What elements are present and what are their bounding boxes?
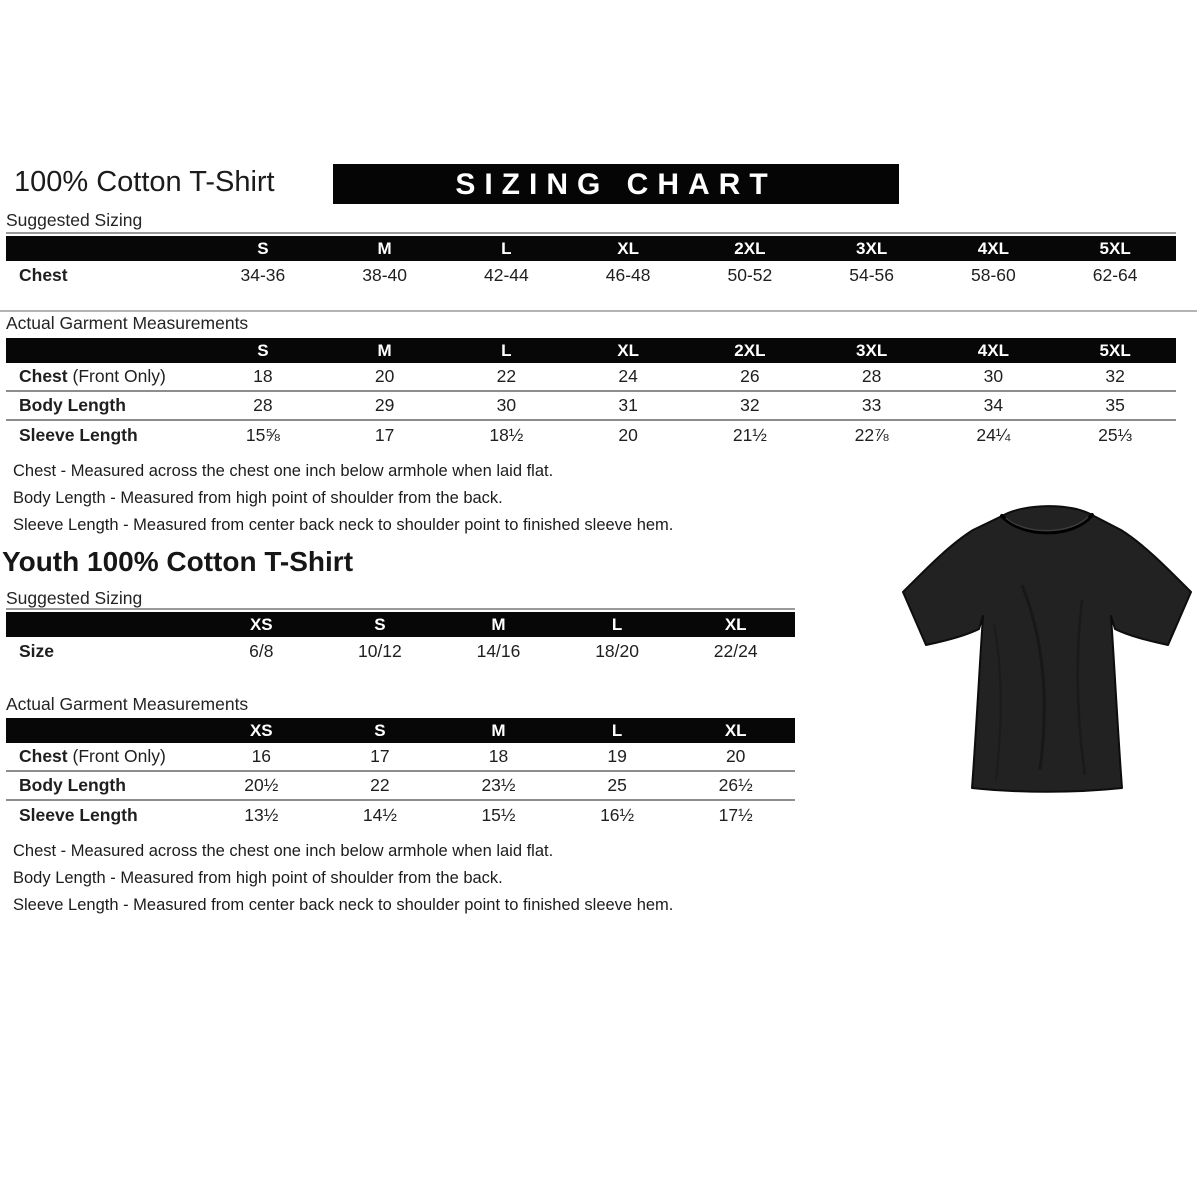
tshirt-image xyxy=(897,490,1197,802)
size-header: XL xyxy=(724,720,747,740)
measurement-value: 25 xyxy=(607,775,627,795)
measurement-value: 25⅓ xyxy=(1098,425,1133,445)
measurement-value: 15⅝ xyxy=(245,425,280,445)
size-header: M xyxy=(491,720,506,740)
measurement-value: 30 xyxy=(983,366,1004,386)
row-label: Sleeve Length xyxy=(19,805,138,825)
measurement-value: 23½ xyxy=(481,775,516,795)
row-label: Body Length xyxy=(19,395,126,415)
measurement-value: 42-44 xyxy=(483,265,529,285)
measurement-value: 32 xyxy=(1105,366,1125,386)
measurement-note-chest: Chest - Measured across the chest one inch below armhole when laid flat. xyxy=(13,462,554,480)
measurement-value: 29 xyxy=(374,395,395,415)
divider-line xyxy=(0,310,1197,312)
row-label: Size xyxy=(19,641,55,661)
measurement-value: 58-60 xyxy=(970,265,1016,285)
row-label-cell xyxy=(6,775,202,796)
size-header-row xyxy=(6,718,795,743)
measurement-value: 24 xyxy=(618,366,638,386)
row-label-suffix: (Front Only) xyxy=(67,366,166,386)
measurement-value: 26 xyxy=(740,366,760,386)
size-header: XS xyxy=(249,614,273,634)
row-label: Chest xyxy=(19,265,68,285)
youth-actual-measurements-table xyxy=(6,718,795,830)
measurement-value: 14½ xyxy=(362,805,397,825)
measurement-note-sleeve-length: Sleeve Length - Measured from center back neck to shoulder point to finished sleeve hem. xyxy=(13,896,674,914)
size-header: S xyxy=(374,720,386,740)
measurement-value: 22 xyxy=(370,775,390,795)
measurement-value: 50-52 xyxy=(727,265,773,285)
youth-actual-measurements-label: Actual Garment Measurements xyxy=(6,694,249,714)
row-label-cell xyxy=(6,746,202,767)
row-label: Chest xyxy=(19,746,68,766)
measurement-value: 28 xyxy=(861,366,882,386)
measurement-value: 17 xyxy=(374,425,395,445)
adult-section-title: 100% Cotton T-Shirt xyxy=(14,166,275,198)
size-header: L xyxy=(611,614,623,634)
measurement-value: 16 xyxy=(251,746,272,766)
size-header: 3XL xyxy=(856,238,888,258)
table-row-chest xyxy=(6,261,1176,290)
size-header: S xyxy=(257,340,269,360)
measurement-value: 38-40 xyxy=(362,265,407,285)
measurement-note-chest: Chest - Measured across the chest one inch below armhole when laid flat. xyxy=(13,842,554,860)
measurement-value: 35 xyxy=(1105,395,1125,415)
measurement-value: 22 xyxy=(496,366,517,386)
size-header: 5XL xyxy=(1099,238,1131,258)
size-header-row xyxy=(6,338,1176,363)
tshirt-body xyxy=(903,506,1191,792)
size-header: 3XL xyxy=(856,340,888,360)
measurement-value: 18 xyxy=(488,746,509,766)
measurement-value: 34 xyxy=(983,395,1004,415)
youth-suggested-sizing-label: Suggested Sizing xyxy=(6,588,143,608)
measurement-value: 6/8 xyxy=(249,641,274,661)
measurement-value: 14/16 xyxy=(476,641,521,661)
size-header: L xyxy=(501,238,512,258)
size-header: XS xyxy=(249,720,273,740)
measurement-value: 18½ xyxy=(489,425,524,445)
measurement-value: 20 xyxy=(374,366,395,386)
table-row-body-length xyxy=(6,772,795,801)
measurement-value: 54-56 xyxy=(849,265,894,285)
table-row-sleeve-length xyxy=(6,801,795,830)
measurement-value: 31 xyxy=(618,395,638,415)
adult-actual-measurements-label: Actual Garment Measurements xyxy=(6,313,249,333)
row-label-cell xyxy=(6,805,202,826)
table-row-sleeve-length xyxy=(6,421,1176,450)
size-header: 4XL xyxy=(977,238,1009,258)
adult-actual-measurements-table xyxy=(6,338,1176,450)
size-header: S xyxy=(257,238,269,258)
size-header: 2XL xyxy=(734,340,766,360)
youth-section-title: Youth 100% Cotton T-Shirt xyxy=(2,546,354,577)
measurement-note-body-length: Body Length - Measured from high point of shoulder from the back. xyxy=(13,869,503,887)
size-header: 5XL xyxy=(1099,340,1131,360)
measurement-value: 20 xyxy=(725,746,746,766)
sizing-chart-banner: SIZING CHART xyxy=(333,164,899,204)
measurement-value: 32 xyxy=(740,395,760,415)
size-header: S xyxy=(374,614,386,634)
size-header: M xyxy=(491,614,506,634)
measurement-value: 30 xyxy=(496,395,517,415)
adult-suggested-sizing-label: Suggested Sizing xyxy=(6,210,143,230)
table-row-size xyxy=(6,637,795,666)
table-row-body-length xyxy=(6,392,1176,421)
size-header: M xyxy=(377,238,392,258)
divider-line xyxy=(6,608,795,610)
measurement-value: 24¼ xyxy=(976,425,1011,445)
row-label-cell xyxy=(6,366,202,387)
measurement-value: 62-64 xyxy=(1092,265,1138,285)
size-header: 4XL xyxy=(977,340,1009,360)
size-header: 2XL xyxy=(734,238,766,258)
measurement-value: 33 xyxy=(861,395,882,415)
row-label-cell xyxy=(6,395,202,416)
divider-line xyxy=(6,232,1176,234)
size-header: XL xyxy=(617,340,639,360)
measurement-value: 26½ xyxy=(718,775,753,795)
measurement-value: 46-48 xyxy=(605,265,651,285)
youth-suggested-sizing-table xyxy=(6,612,795,666)
measurement-note-sleeve-length: Sleeve Length - Measured from center back neck to shoulder point to finished sleeve hem. xyxy=(13,516,674,534)
table-row-chest-front-only xyxy=(6,363,1176,392)
row-label-cell xyxy=(6,265,202,286)
measurement-value: 17 xyxy=(370,746,390,766)
table-row-chest-front-only xyxy=(6,743,795,772)
row-label-suffix: (Front Only) xyxy=(67,746,166,766)
row-label-cell xyxy=(6,641,202,662)
size-header-row xyxy=(6,236,1176,261)
measurement-value: 21½ xyxy=(732,425,767,445)
measurement-value: 20½ xyxy=(244,775,279,795)
measurement-note-body-length: Body Length - Measured from high point of shoulder from the back. xyxy=(13,489,503,507)
measurement-value: 17½ xyxy=(718,805,753,825)
size-header: XL xyxy=(724,614,747,634)
measurement-value: 16½ xyxy=(600,805,635,825)
measurement-value: 13½ xyxy=(244,805,279,825)
row-label: Body Length xyxy=(19,775,126,795)
size-header: L xyxy=(611,720,623,740)
size-header: XL xyxy=(617,238,639,258)
measurement-value: 19 xyxy=(607,746,627,766)
measurement-value: 22⅞ xyxy=(854,425,889,445)
measurement-value: 18/20 xyxy=(595,641,639,661)
row-label-cell xyxy=(6,425,202,446)
measurement-value: 28 xyxy=(253,395,273,415)
row-label: Sleeve Length xyxy=(19,425,138,445)
size-header-row xyxy=(6,612,795,637)
measurement-value: 15½ xyxy=(481,805,516,825)
row-label: Chest xyxy=(19,366,68,386)
measurement-value: 18 xyxy=(253,366,273,386)
measurement-value: 20 xyxy=(618,425,638,445)
adult-suggested-sizing-table xyxy=(6,236,1176,290)
measurement-value: 34-36 xyxy=(240,265,286,285)
size-header: M xyxy=(377,340,392,360)
size-header: L xyxy=(501,340,512,360)
measurement-value: 22/24 xyxy=(713,641,758,661)
measurement-value: 10/12 xyxy=(357,641,402,661)
